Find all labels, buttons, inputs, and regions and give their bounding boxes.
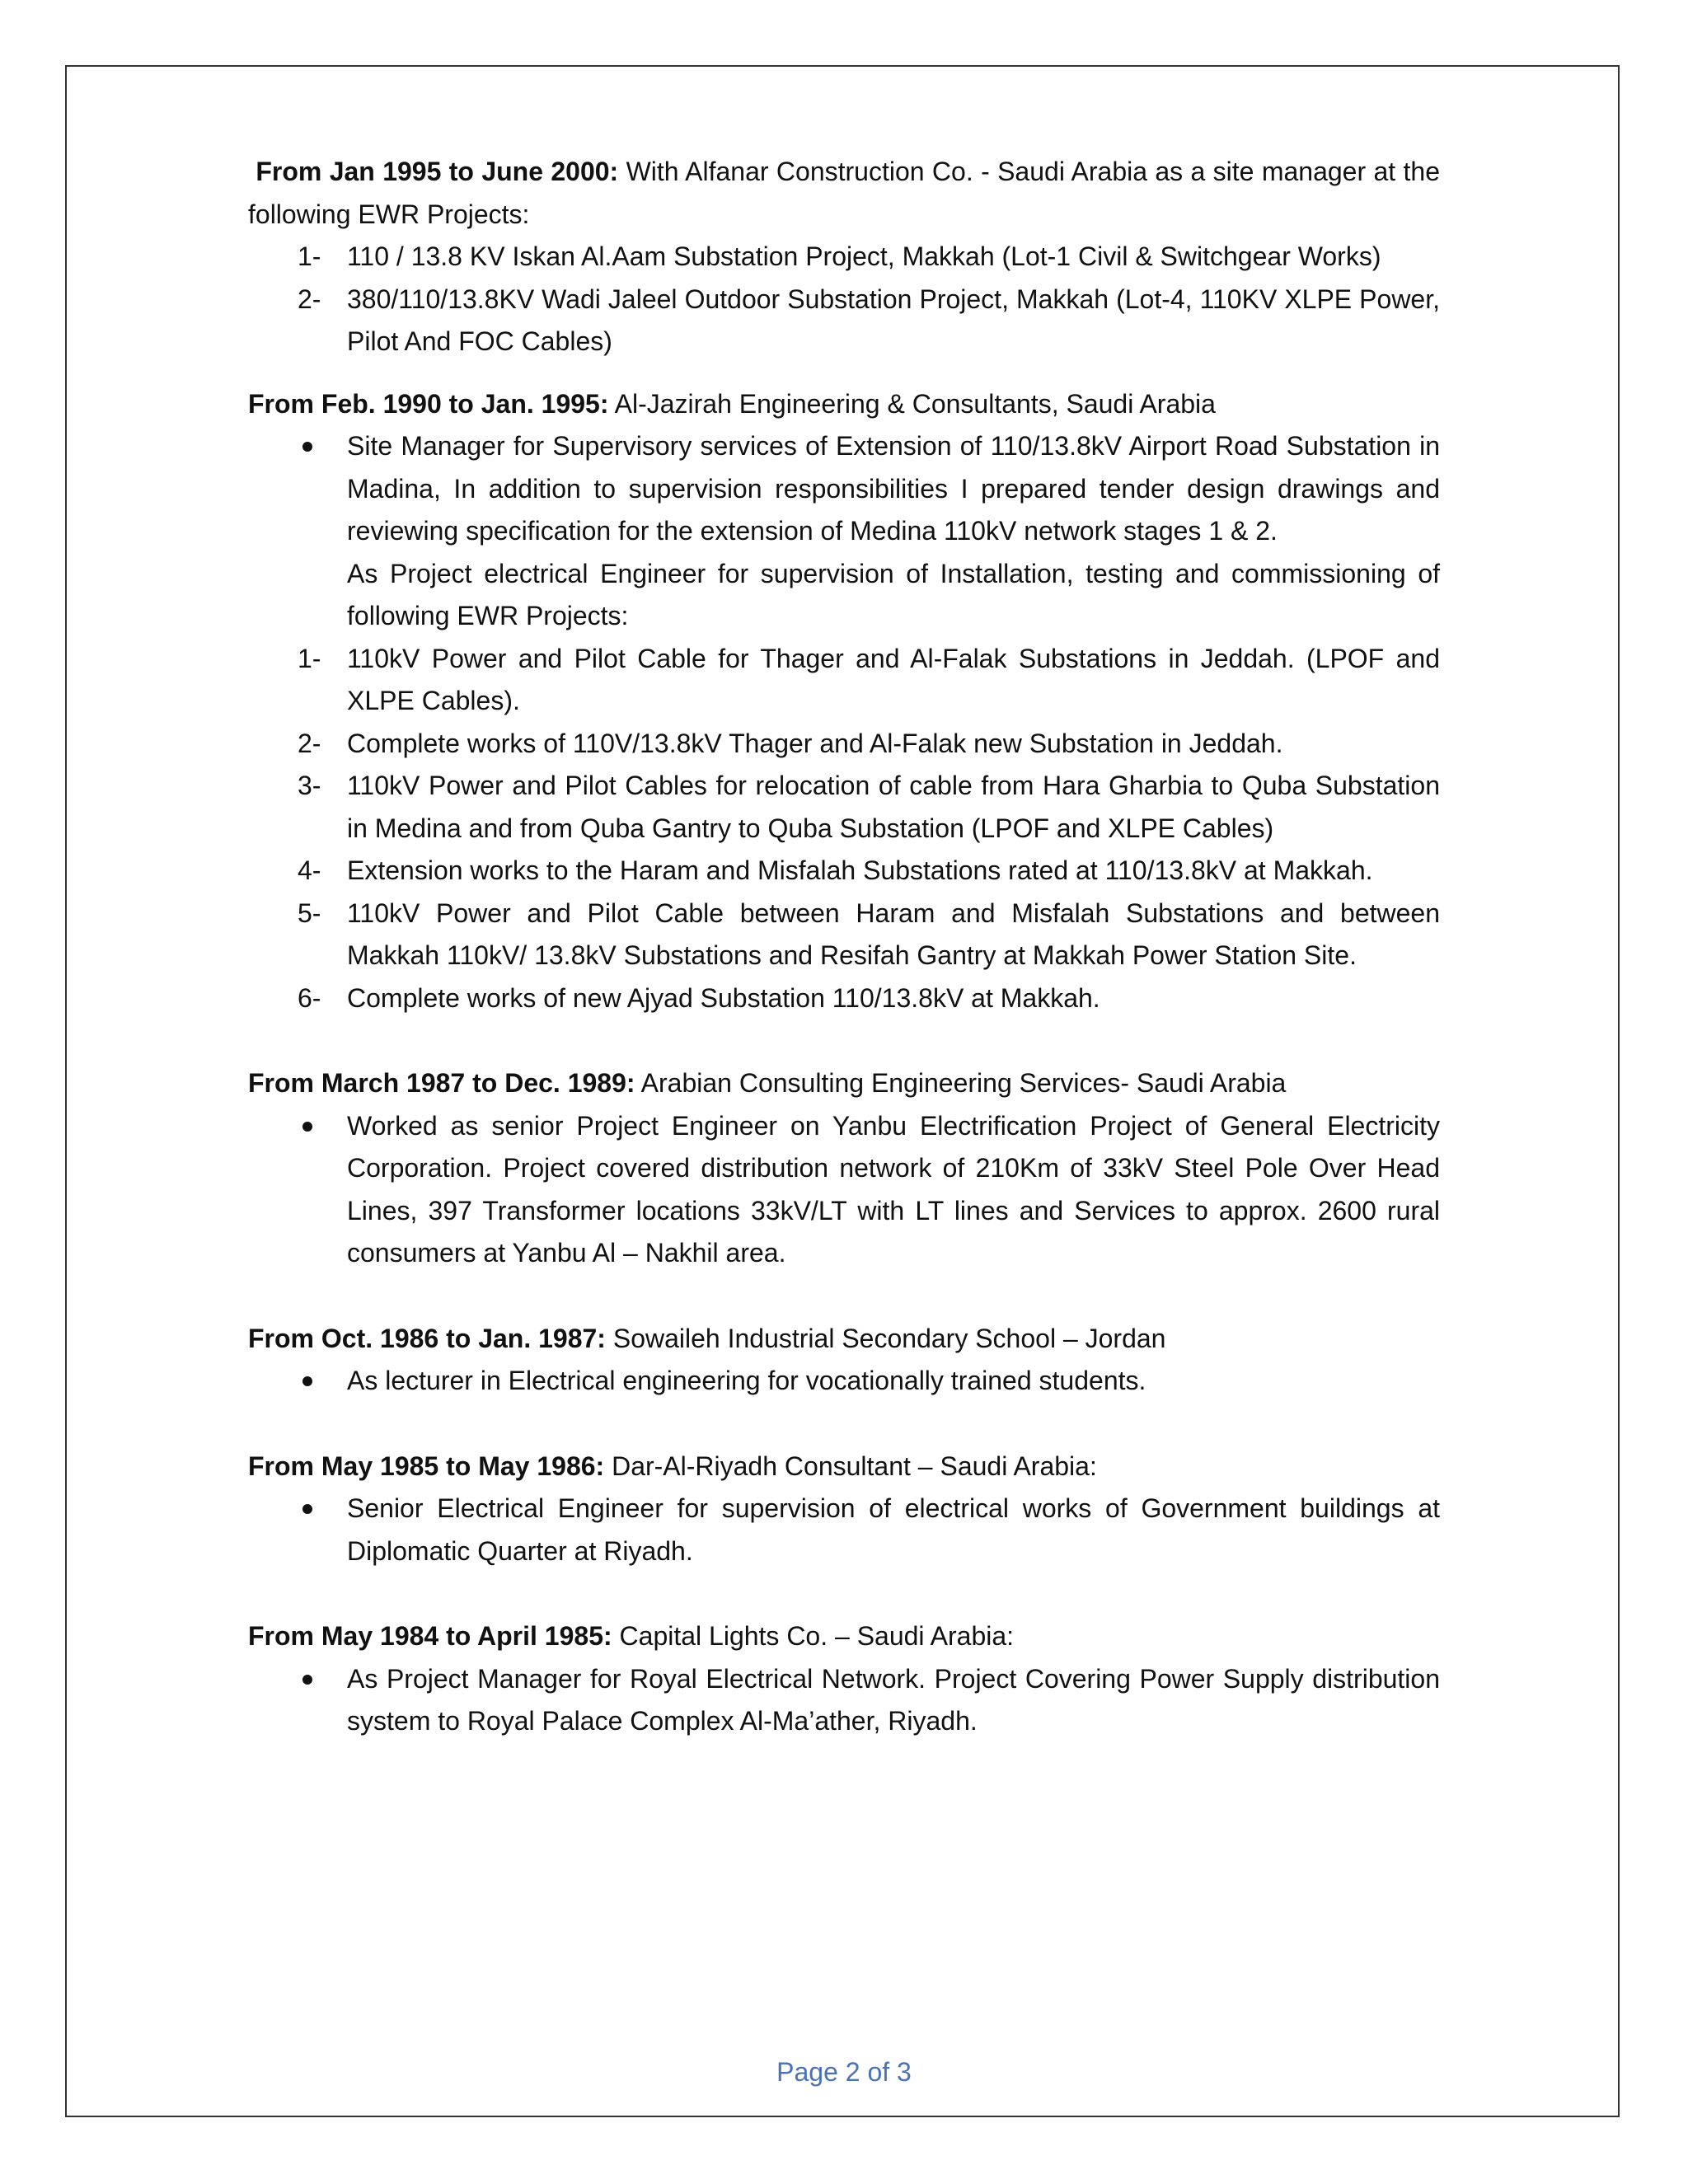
bullet-item bbox=[248, 1360, 1440, 1403]
section-header bbox=[248, 1446, 1440, 1488]
list-item-text: 110kV Power and Pilot Cables for relocation of cable from Hara Gharbia to Quba Substation in Medina and from Quba Gantry to Quba Substation (LPOF and XLPE Cables) bbox=[347, 771, 1440, 843]
page-number: Page 2 of 3 bbox=[776, 2057, 912, 2087]
section-sowaileh bbox=[248, 1318, 1440, 1403]
list-item bbox=[248, 236, 1440, 279]
list-item-text: 110kV Power and Pilot Cable for Thager and Al-Falak Substations in Jeddah. (LPOF and XLPE Cables). bbox=[347, 643, 1440, 715]
section-text: Arabian Consulting Engineering Services- Saudi Arabia bbox=[640, 1068, 1287, 1098]
bullet-text: As lecturer in Electrical engineering for vocationally trained students. bbox=[347, 1366, 1146, 1395]
list-item bbox=[248, 279, 1440, 363]
section-text: Sowaileh Industrial Secondary School – Jordan bbox=[612, 1323, 1166, 1353]
section-heading: From Jan 1995 to June 2000: bbox=[256, 157, 619, 186]
list-marker: 3- bbox=[298, 771, 321, 800]
section-text: Capital Lights Co. – Saudi Arabia: bbox=[619, 1621, 1015, 1651]
bullet-text: As Project Manager for Royal Electrical Network. Project Covering Power Supply distribution system to Royal Palace Complex Al-Ma’ather, Riyadh. bbox=[347, 1663, 1440, 1736]
bullet-item bbox=[248, 1488, 1440, 1572]
section-header bbox=[248, 1318, 1440, 1361]
section-arabian-consulting bbox=[248, 1062, 1440, 1275]
list-item-text: 380/110/13.8KV Wadi Jaleel Outdoor Substation Project, Makkah (Lot-4, 110KV XLPE Power, Pilot And FOC Cables) bbox=[347, 284, 1440, 356]
list-item-text: Extension works to the Haram and Misfalah Substations rated at 110/13.8kV at Makkah. bbox=[347, 855, 1373, 885]
list-item bbox=[248, 765, 1440, 850]
section-header bbox=[248, 1062, 1440, 1105]
bullet-icon bbox=[302, 1376, 312, 1386]
bullet-item bbox=[248, 1105, 1440, 1275]
list-item bbox=[248, 723, 1440, 766]
list-marker: 6- bbox=[298, 982, 321, 1013]
section-heading: From Feb. 1990 to Jan. 1995: bbox=[248, 388, 609, 419]
bullet-item bbox=[248, 1658, 1440, 1743]
section-al-jazirah bbox=[248, 383, 1440, 1020]
section-heading: From May 1984 to April 1985: bbox=[248, 1621, 612, 1651]
paragraph: As Project electrical Engineer for supervision of Installation, testing and commissioning of following EWR Projects: bbox=[347, 558, 1440, 630]
bullet-text: Worked as senior Project Engineer on Yanbu Electrification Project of General Electricity Corporation. Project covered distribution network of 210Km of 33kV Steel Pole Over Head Lines, 397 Transformer locations 33kV/LT with LT lines and Services to approx. 2600 rural consumers at Yanbu Al – Nakhil area. bbox=[347, 1110, 1440, 1268]
section-header bbox=[248, 383, 1440, 426]
section-text: Al-Jazirah Engineering & Consultants, Saudi Arabia bbox=[614, 388, 1216, 419]
section-heading: From March 1987 to Dec. 1989: bbox=[248, 1068, 635, 1098]
list-item-text: Complete works of 110V/13.8kV Thager and Al-Falak new Substation in Jeddah. bbox=[347, 728, 1283, 758]
bullet-icon bbox=[302, 1504, 312, 1514]
section-heading: From Oct. 1986 to Jan. 1987: bbox=[248, 1323, 606, 1353]
list-marker: 5- bbox=[298, 898, 321, 928]
section-header bbox=[248, 1615, 1440, 1658]
bullet-item bbox=[248, 425, 1440, 553]
bullet-icon bbox=[302, 1122, 312, 1132]
section-alfanar bbox=[248, 151, 1440, 363]
list-item bbox=[248, 638, 1440, 723]
section-text: With Alfanar Construction Co. - Saudi Arabia as a site manager at the following EWR Projects: bbox=[248, 157, 1441, 229]
list-item-text: 110kV Power and Pilot Cable between Haram and Misfalah Substations and between Makkah 110kV/ 13.8kV Substations and Resifah Gantry at Makkah Power Station Site. bbox=[347, 898, 1440, 970]
bullet-text: Senior Electrical Engineer for supervision of electrical works of Government buildings at Diplomatic Quarter at Riyadh. bbox=[347, 1493, 1440, 1566]
list-marker: 2- bbox=[298, 728, 321, 758]
bullet-text: Site Manager for Supervisory services of Extension of 110/13.8kV Airport Road Substation in Madina, In addition to supervision responsibilities I prepared tender design drawings and reviewing specification for the extension of Medina 110kV network stages 1 & 2. bbox=[347, 431, 1440, 546]
list-item bbox=[248, 893, 1440, 977]
bullet-icon bbox=[302, 1675, 312, 1685]
list-item bbox=[248, 977, 1440, 1020]
section-dar-al-riyadh bbox=[248, 1446, 1440, 1573]
list-item bbox=[248, 850, 1440, 893]
list-marker: 2- bbox=[298, 284, 321, 314]
section-header bbox=[248, 151, 1440, 236]
section-text: Dar-Al-Riyadh Consultant – Saudi Arabia: bbox=[612, 1451, 1097, 1481]
list-marker: 1- bbox=[298, 241, 321, 271]
section-capital-lights bbox=[248, 1615, 1440, 1743]
list-marker: 1- bbox=[298, 643, 321, 673]
list-item-text: Complete works of new Ajyad Substation 110/13.8kV at Makkah. bbox=[347, 982, 1100, 1013]
list-item-text: 110 / 13.8 KV Iskan Al.Aam Substation Project, Makkah (Lot-1 Civil & Switchgear Works) bbox=[347, 241, 1381, 271]
section-heading: From May 1985 to May 1986: bbox=[248, 1451, 605, 1481]
list-marker: 4- bbox=[298, 855, 321, 885]
bullet-icon bbox=[302, 442, 312, 452]
document-body bbox=[248, 151, 1440, 1743]
